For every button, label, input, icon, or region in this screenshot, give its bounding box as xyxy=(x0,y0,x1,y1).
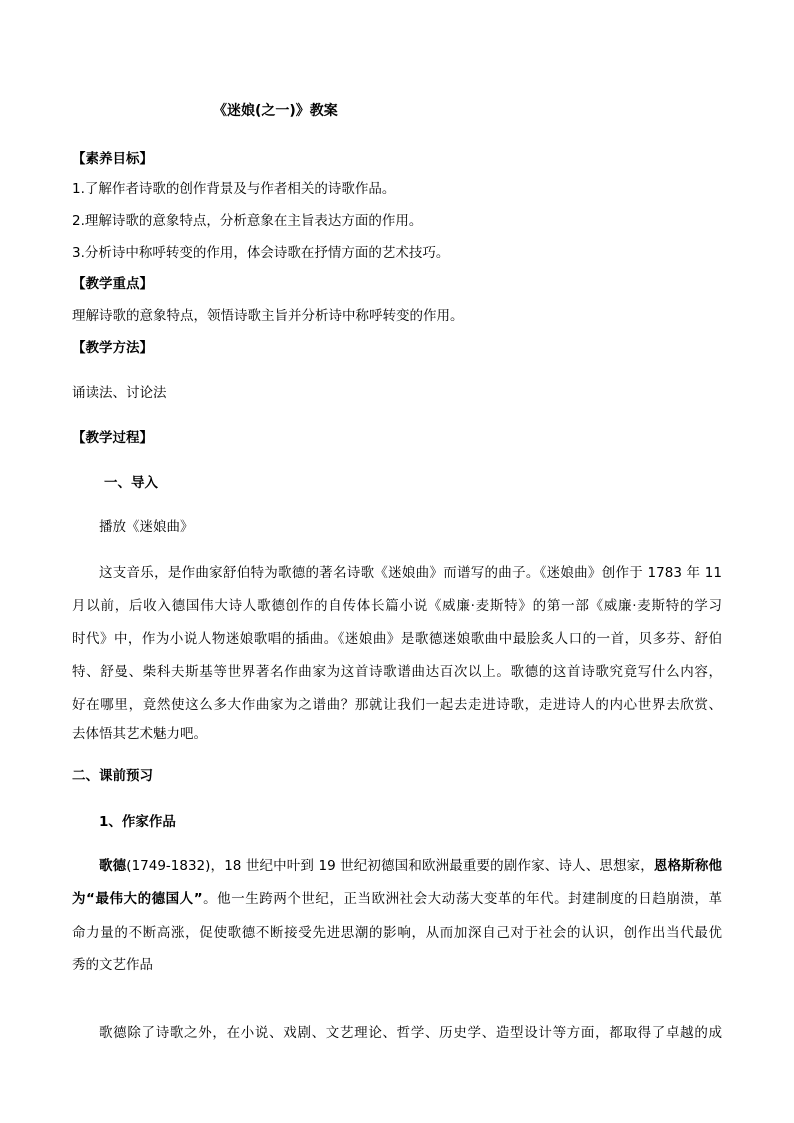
author-paragraph-line: 秀的文艺作品 xyxy=(72,957,153,973)
author-name: 歌德 xyxy=(99,858,127,874)
intro-heading: 一、导入 xyxy=(104,475,158,491)
intro-paragraph-line: 这支音乐，是作曲家舒伯特为歌德的著名诗歌《迷娘曲》而谱写的曲子。《迷娘曲》创作于 1783 年 11 xyxy=(99,565,722,581)
author-paragraph-line: 命力量的不断高涨，促使歌德不断接受先进思潮的影响，从而加深自己对于社会的认识，创作出当代最优 xyxy=(72,925,722,941)
intro-paragraph-line: 去体悟其艺术魅力吧。 xyxy=(72,726,207,742)
author-paragraph-line: 歌德除了诗歌之外，在小说、戏剧、文艺理论、哲学、历史学、造型设计等方面，都取得了卓越的成 xyxy=(99,1025,722,1041)
author-heading: 1、作家作品 xyxy=(99,814,176,830)
document-title: 《迷娘(之一)》教案 xyxy=(213,103,338,119)
goals-heading: 【素养目标】 xyxy=(72,151,153,167)
process-heading: 【教学过程】 xyxy=(72,430,153,446)
intro-play: 播放《迷娘曲》 xyxy=(99,519,194,535)
goal-item: 1.了解作者诗歌的创作背景及与作者相关的诗歌作品。 xyxy=(72,181,396,197)
focus-heading: 【教学重点】 xyxy=(72,276,153,292)
intro-paragraph-line: 月以前，后收入德国伟大诗人歌德创作的自传体长篇小说《威廉·麦斯特》的第一部《威廉·麦斯特的学习 xyxy=(72,598,722,614)
engels-quote-end: 为“最伟大的德国人” xyxy=(72,891,203,907)
method-heading: 【教学方法】 xyxy=(72,340,153,356)
intro-paragraph-line: 特、舒曼、柴科夫斯基等世界著名作曲家为这首诗歌谱曲达百次以上。歌德的这首诗歌究竟写什么内容， xyxy=(72,664,722,680)
author-paragraph-line xyxy=(72,890,722,908)
engels-quote-start: 恩格斯称他 xyxy=(653,858,723,874)
author-paragraph-line xyxy=(99,857,722,875)
focus-text: 理解诗歌的意象特点，领悟诗歌主旨并分析诗中称呼转变的作用。 xyxy=(72,308,464,324)
method-text: 诵读法、讨论法 xyxy=(72,385,167,401)
goal-item: 2.理解诗歌的意象特点，分析意象在主旨表达方面的作用。 xyxy=(72,213,423,229)
preview-heading: 二、课前预习 xyxy=(72,768,153,784)
intro-paragraph-line: 好在哪里，竟然使这么多大作曲家为之谱曲？那就让我们一起去走进诗歌，走进诗人的内心世界去欣赏、 xyxy=(72,697,722,713)
goal-item: 3.分析诗中称呼转变的作用，体会诗歌在抒情方面的艺术技巧。 xyxy=(72,245,450,261)
author-intro-text: (1749-1832)，18 世纪中叶到 19 世纪初德国和欧洲最重要的剧作家、诗人、思想家， xyxy=(126,858,654,874)
author-life-text: 。他一生跨两个世纪，正当欧洲社会大动荡大变革的年代。封建制度的日趋崩溃，革 xyxy=(202,891,723,907)
intro-paragraph-line: 时代》中，作为小说人物迷娘歌唱的插曲。《迷娘曲》是歌德迷娘歌曲中最脍炙人口的一首，贝多芬、舒伯 xyxy=(72,631,722,647)
